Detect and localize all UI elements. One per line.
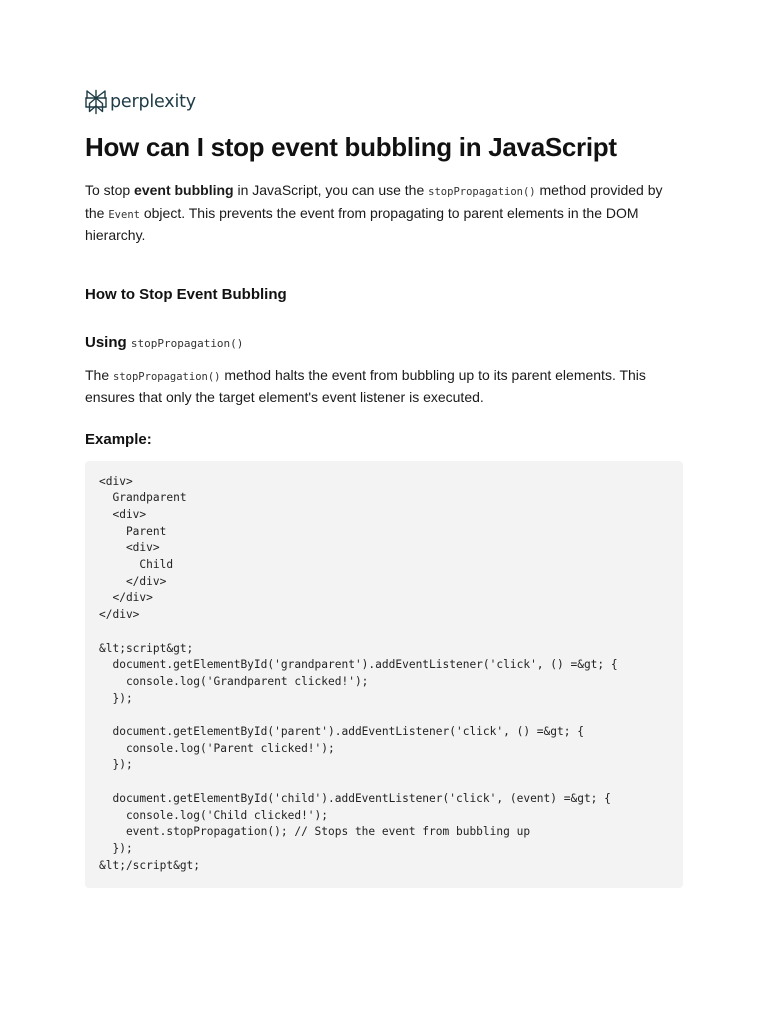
document-page [85, 88, 683, 888]
intro-text-2: in JavaScript, you can use the [233, 182, 429, 198]
intro-inline-code-method: stopPropagation() [428, 186, 536, 198]
intro-bold-term: event bubbling [134, 182, 234, 198]
brand-header[interactable] [85, 88, 683, 116]
brand-name: perplexity [110, 92, 196, 112]
code-block[interactable] [85, 461, 683, 889]
intro-text-4: object. This prevents the event from propagating to parent elements in the DOM hierarchy. [85, 204, 639, 243]
section-heading: How to Stop Event Bubbling [85, 285, 287, 303]
intro-inline-code-event: Event [108, 208, 140, 221]
description-text-1: The [85, 366, 114, 383]
subsection-inline-code: stopPropagation() [130, 336, 244, 350]
example-heading: Example: [85, 430, 152, 448]
intro-text-3: method provided by the [85, 182, 663, 221]
subsection-prefix: Using [85, 333, 131, 351]
intro-text-1: To stop [85, 182, 135, 198]
page-title: How can I stop event bubbling in JavaScript [85, 132, 617, 162]
description-paragraph [85, 365, 683, 408]
description-text-2: method halts the event from bubbling up to its parent elements. This ensures that only the target element's event listener is executed. [85, 366, 646, 405]
code-block-content[interactable]: <div> Grandparent <div> Parent <div> Child </div> </div> </div> &lt;script&gt; document.getElementById('grandparent').addEventListener('click', () =&gt; { console.log('Grandparent clicked!'); }); document.getElementById('parent').addEventListener('click', () =&gt; { console.log('Parent clicked!'); }); document.getElementById('child').addEventListener('click', (event) =&gt; { console.log('Child clicked!'); event.stopPropagation(); // Stops the event from bubbling up }); &lt;/script&gt; [99, 474, 618, 872]
intro-paragraph [85, 180, 683, 246]
perplexity-logo-icon [85, 89, 107, 115]
description-inline-code: stopPropagation() [113, 370, 221, 383]
subsection-heading [85, 332, 683, 355]
